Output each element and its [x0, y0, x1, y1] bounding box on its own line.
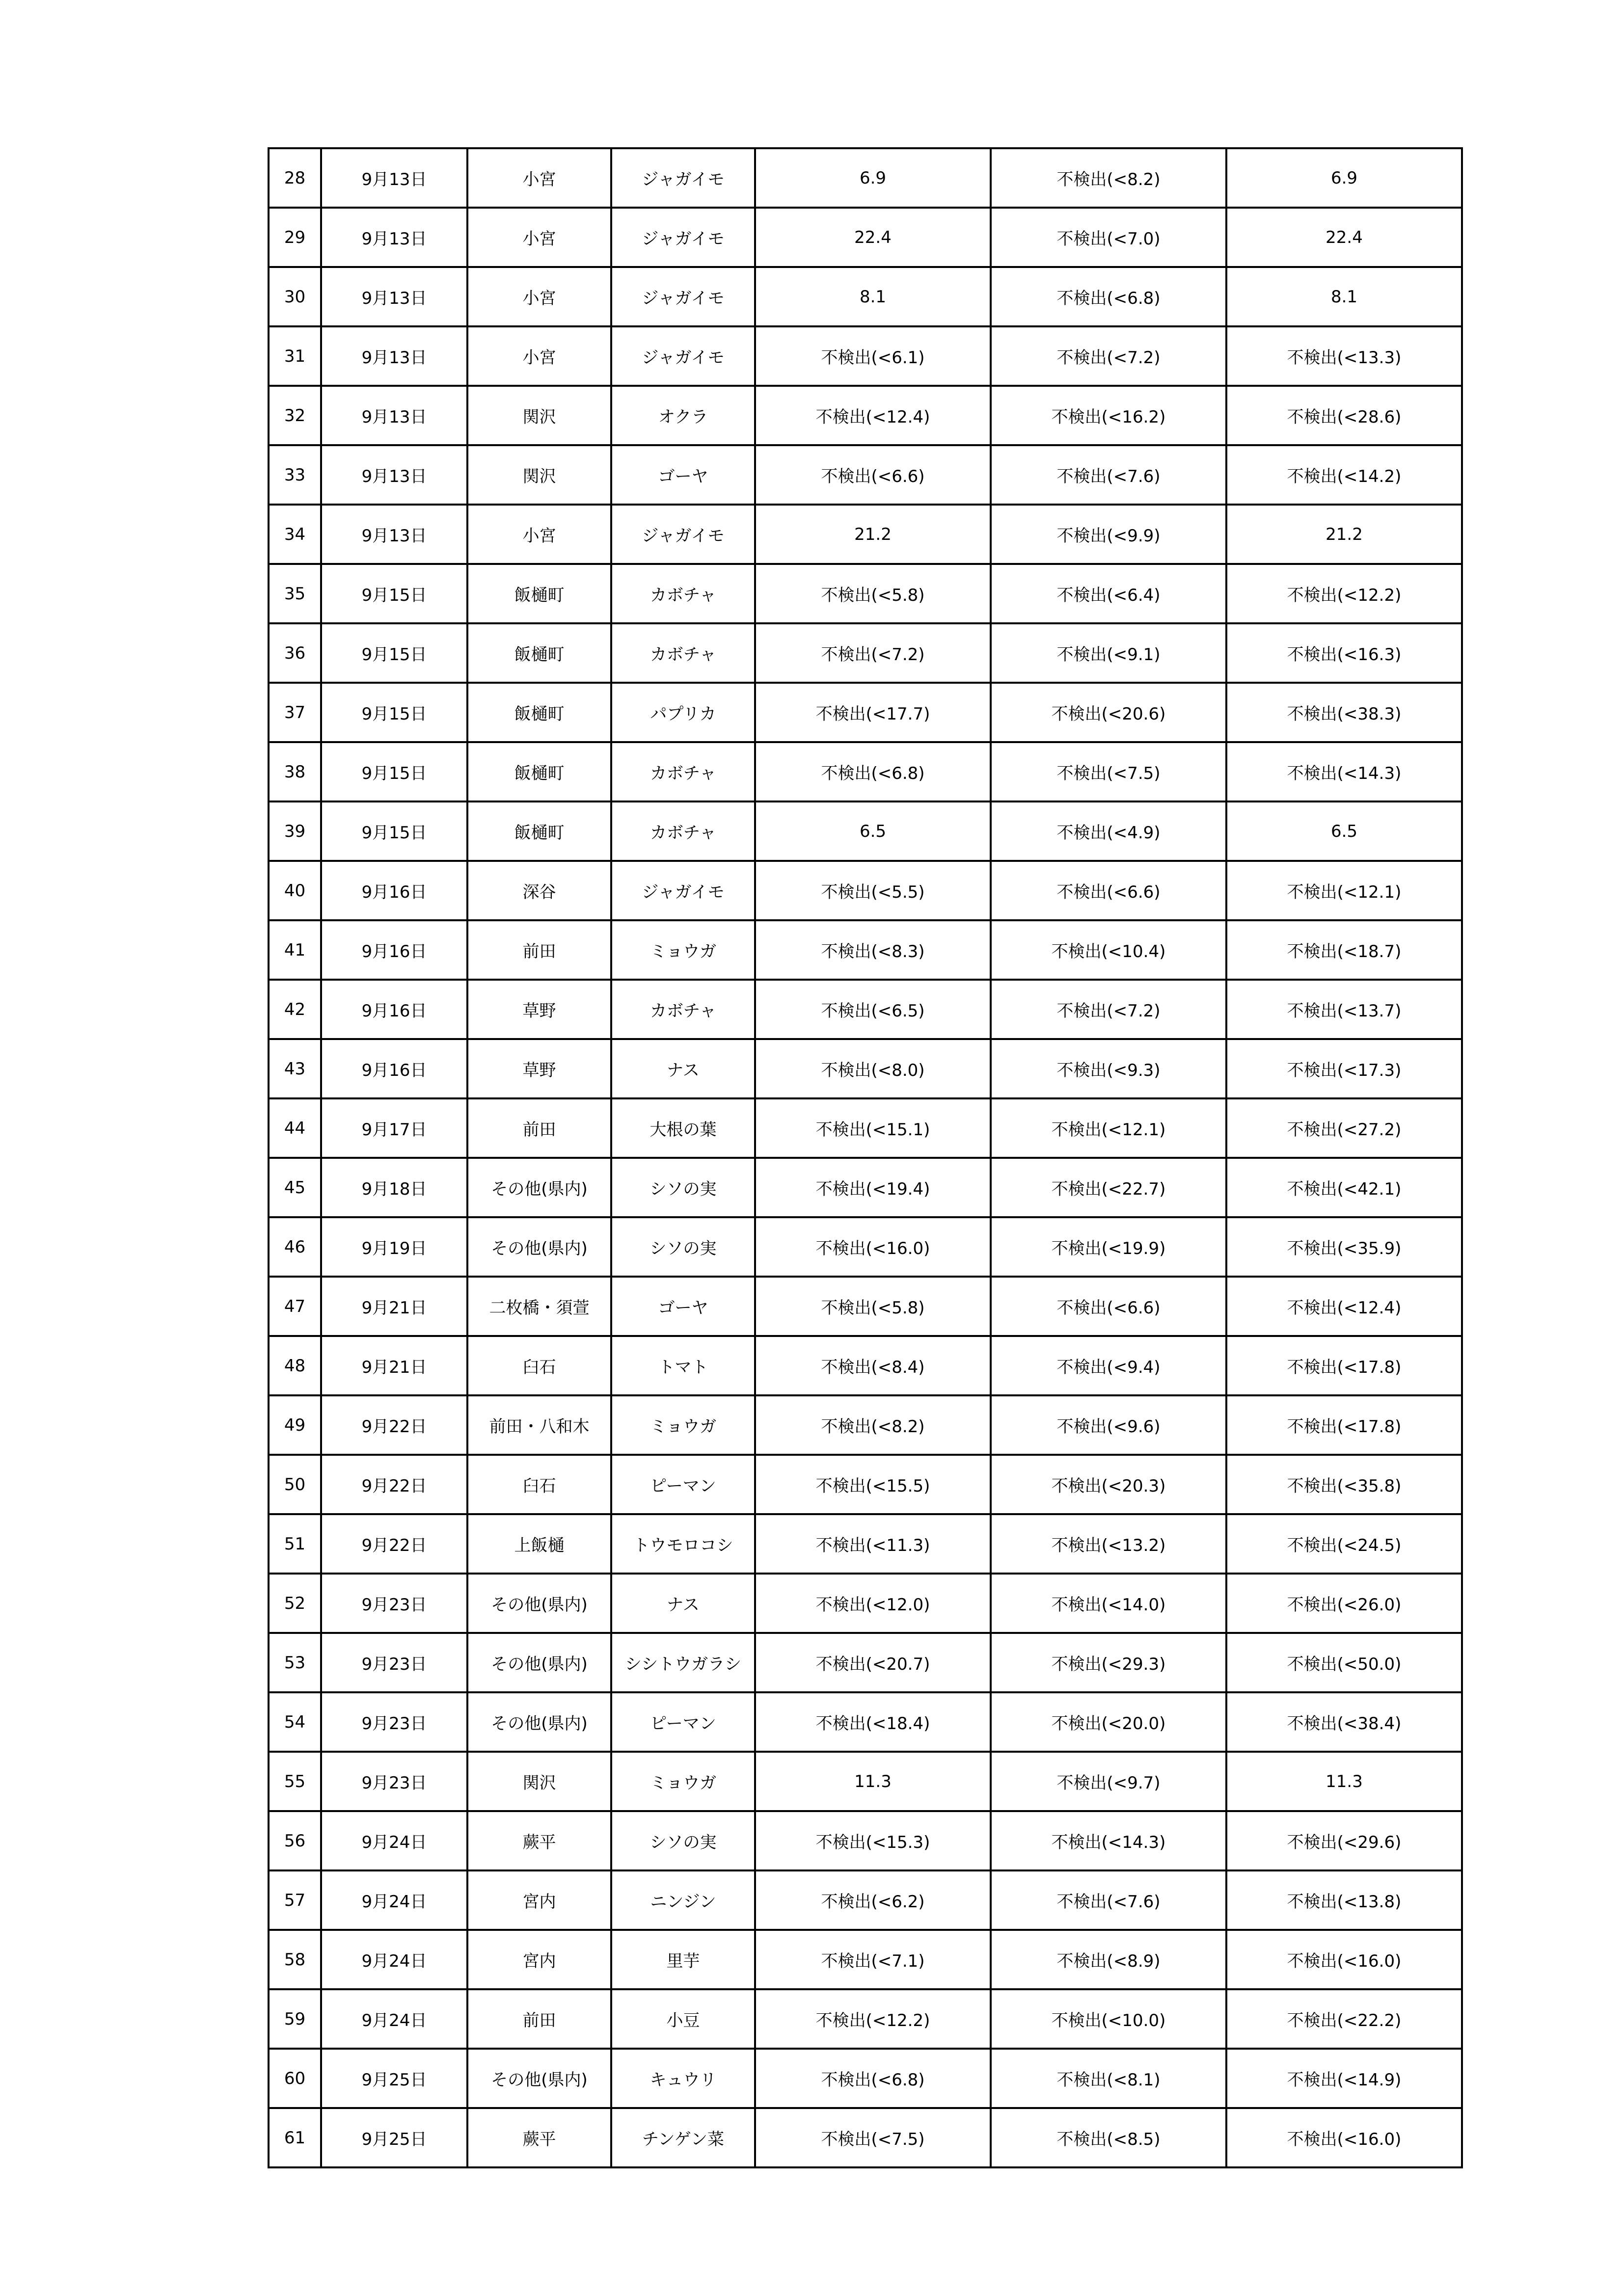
value-2-cell: 不検出(<29.3) [991, 1633, 1226, 1692]
value-1-cell: 不検出(<6.5) [755, 980, 991, 1039]
area-cell: 前田 [467, 1989, 611, 2049]
item-cell: キュウリ [611, 2049, 755, 2108]
sample-number-cell: 40 [269, 861, 321, 920]
value-1-cell: 不検出(<16.0) [755, 1217, 991, 1277]
value-1-cell: 8.1 [755, 267, 991, 326]
value-1-cell: 不検出(<11.3) [755, 1514, 991, 1574]
value-3-cell: 不検出(<35.9) [1226, 1217, 1462, 1277]
value-3-cell: 不検出(<22.2) [1226, 1989, 1462, 2049]
value-1-cell: 不検出(<15.1) [755, 1098, 991, 1158]
value-3-cell: 不検出(<18.7) [1226, 920, 1462, 980]
sample-number-cell: 50 [269, 1455, 321, 1514]
value-2-cell: 不検出(<6.4) [991, 564, 1226, 623]
table-row [269, 1870, 1462, 1930]
table-row [269, 1692, 1462, 1752]
value-2-cell: 不検出(<13.2) [991, 1514, 1226, 1574]
sample-number-cell: 58 [269, 1930, 321, 1989]
date-cell: 9月23日 [321, 1633, 467, 1692]
date-cell: 9月25日 [321, 2049, 467, 2108]
date-cell: 9月17日 [321, 1098, 467, 1158]
value-2-cell: 不検出(<7.0) [991, 208, 1226, 267]
item-cell: ナス [611, 1039, 755, 1098]
value-2-cell: 不検出(<6.6) [991, 1277, 1226, 1336]
value-1-cell: 不検出(<19.4) [755, 1158, 991, 1217]
value-3-cell: 不検出(<42.1) [1226, 1158, 1462, 1217]
value-3-cell: 不検出(<38.3) [1226, 683, 1462, 742]
value-3-cell: 不検出(<29.6) [1226, 1811, 1462, 1870]
value-2-cell: 不検出(<8.1) [991, 2049, 1226, 2108]
sample-number-cell: 38 [269, 742, 321, 801]
value-2-cell: 不検出(<9.7) [991, 1752, 1226, 1811]
sample-number-cell: 39 [269, 801, 321, 861]
date-cell: 9月13日 [321, 208, 467, 267]
table-row [269, 505, 1462, 564]
value-1-cell: 不検出(<15.5) [755, 1455, 991, 1514]
date-cell: 9月21日 [321, 1277, 467, 1336]
table-row [269, 1158, 1462, 1217]
sample-number-cell: 32 [269, 386, 321, 445]
area-cell: 飯樋町 [467, 564, 611, 623]
value-1-cell: 11.3 [755, 1752, 991, 1811]
value-3-cell: 不検出(<14.3) [1226, 742, 1462, 801]
table-row [269, 208, 1462, 267]
area-cell: 宮内 [467, 1930, 611, 1989]
area-cell: その他(県内) [467, 1633, 611, 1692]
sample-number-cell: 29 [269, 208, 321, 267]
value-3-cell: 不検出(<12.1) [1226, 861, 1462, 920]
value-1-cell: 不検出(<8.4) [755, 1336, 991, 1395]
item-cell: ミョウガ [611, 920, 755, 980]
value-3-cell: 不検出(<17.8) [1226, 1336, 1462, 1395]
item-cell: ゴーヤ [611, 1277, 755, 1336]
area-cell: その他(県内) [467, 1217, 611, 1277]
area-cell: 小宮 [467, 148, 611, 208]
value-2-cell: 不検出(<9.9) [991, 505, 1226, 564]
item-cell: カボチャ [611, 801, 755, 861]
table-row [269, 1395, 1462, 1455]
date-cell: 9月13日 [321, 445, 467, 505]
sample-number-cell: 57 [269, 1870, 321, 1930]
table-row [269, 1811, 1462, 1870]
sample-number-cell: 31 [269, 326, 321, 386]
value-1-cell: 不検出(<7.1) [755, 1930, 991, 1989]
area-cell: 臼石 [467, 1455, 611, 1514]
value-1-cell: 不検出(<6.8) [755, 742, 991, 801]
value-3-cell: 不検出(<35.8) [1226, 1455, 1462, 1514]
value-1-cell: 6.5 [755, 801, 991, 861]
area-cell: 前田 [467, 1098, 611, 1158]
item-cell: シソの実 [611, 1217, 755, 1277]
area-cell: 草野 [467, 980, 611, 1039]
date-cell: 9月13日 [321, 505, 467, 564]
item-cell: ピーマン [611, 1455, 755, 1514]
value-1-cell: 不検出(<6.8) [755, 2049, 991, 2108]
table-row [269, 445, 1462, 505]
value-1-cell: 不検出(<6.1) [755, 326, 991, 386]
value-3-cell: 11.3 [1226, 1752, 1462, 1811]
sample-number-cell: 45 [269, 1158, 321, 1217]
value-2-cell: 不検出(<14.3) [991, 1811, 1226, 1870]
value-1-cell: 不検出(<6.2) [755, 1870, 991, 1930]
sample-number-cell: 42 [269, 980, 321, 1039]
item-cell: シシトウガラシ [611, 1633, 755, 1692]
table-row [269, 267, 1462, 326]
sample-number-cell: 33 [269, 445, 321, 505]
area-cell: 草野 [467, 1039, 611, 1098]
area-cell: 小宮 [467, 326, 611, 386]
item-cell: ジャガイモ [611, 505, 755, 564]
date-cell: 9月13日 [321, 148, 467, 208]
value-3-cell: 不検出(<14.9) [1226, 2049, 1462, 2108]
table-row [269, 326, 1462, 386]
area-cell: 関沢 [467, 445, 611, 505]
value-3-cell: 不検出(<16.3) [1226, 623, 1462, 683]
table-row [269, 1217, 1462, 1277]
area-cell: 蕨平 [467, 1811, 611, 1870]
value-2-cell: 不検出(<8.5) [991, 2108, 1226, 2167]
value-3-cell: 6.5 [1226, 801, 1462, 861]
value-3-cell: 不検出(<12.4) [1226, 1277, 1462, 1336]
item-cell: ジャガイモ [611, 326, 755, 386]
value-1-cell: 21.2 [755, 505, 991, 564]
sample-number-cell: 56 [269, 1811, 321, 1870]
value-2-cell: 不検出(<8.2) [991, 148, 1226, 208]
sample-number-cell: 51 [269, 1514, 321, 1574]
date-cell: 9月23日 [321, 1692, 467, 1752]
date-cell: 9月19日 [321, 1217, 467, 1277]
table-row [269, 386, 1462, 445]
sample-number-cell: 61 [269, 2108, 321, 2167]
table-row [269, 861, 1462, 920]
area-cell: 飯樋町 [467, 801, 611, 861]
sample-number-cell: 46 [269, 1217, 321, 1277]
area-cell: 小宮 [467, 267, 611, 326]
area-cell: 飯樋町 [467, 742, 611, 801]
area-cell: その他(県内) [467, 2049, 611, 2108]
table-row [269, 1633, 1462, 1692]
value-2-cell: 不検出(<8.9) [991, 1930, 1226, 1989]
value-3-cell: 不検出(<38.4) [1226, 1692, 1462, 1752]
value-3-cell: 不検出(<27.2) [1226, 1098, 1462, 1158]
value-1-cell: 不検出(<8.2) [755, 1395, 991, 1455]
item-cell: ナス [611, 1574, 755, 1633]
sample-number-cell: 28 [269, 148, 321, 208]
sample-number-cell: 52 [269, 1574, 321, 1633]
value-2-cell: 不検出(<19.9) [991, 1217, 1226, 1277]
item-cell: ジャガイモ [611, 148, 755, 208]
item-cell: ゴーヤ [611, 445, 755, 505]
value-2-cell: 不検出(<22.7) [991, 1158, 1226, 1217]
value-2-cell: 不検出(<20.6) [991, 683, 1226, 742]
sample-number-cell: 49 [269, 1395, 321, 1455]
table-row [269, 1098, 1462, 1158]
item-cell: カボチャ [611, 564, 755, 623]
item-cell: カボチャ [611, 742, 755, 801]
area-cell: 臼石 [467, 1336, 611, 1395]
date-cell: 9月23日 [321, 1574, 467, 1633]
value-1-cell: 不検出(<5.8) [755, 564, 991, 623]
table-row [269, 742, 1462, 801]
sample-number-cell: 35 [269, 564, 321, 623]
date-cell: 9月16日 [321, 920, 467, 980]
sample-number-cell: 48 [269, 1336, 321, 1395]
value-2-cell: 不検出(<4.9) [991, 801, 1226, 861]
value-3-cell: 不検出(<13.7) [1226, 980, 1462, 1039]
value-2-cell: 不検出(<9.6) [991, 1395, 1226, 1455]
value-3-cell: 不検出(<17.8) [1226, 1395, 1462, 1455]
date-cell: 9月15日 [321, 623, 467, 683]
area-cell: 飯樋町 [467, 683, 611, 742]
item-cell: ジャガイモ [611, 267, 755, 326]
value-2-cell: 不検出(<6.6) [991, 861, 1226, 920]
value-1-cell: 不検出(<12.0) [755, 1574, 991, 1633]
value-1-cell: 不検出(<8.0) [755, 1039, 991, 1098]
sample-number-cell: 41 [269, 920, 321, 980]
value-2-cell: 不検出(<6.8) [991, 267, 1226, 326]
value-3-cell: 不検出(<13.3) [1226, 326, 1462, 386]
value-2-cell: 不検出(<9.1) [991, 623, 1226, 683]
table-row [269, 564, 1462, 623]
value-2-cell: 不検出(<7.2) [991, 980, 1226, 1039]
date-cell: 9月15日 [321, 801, 467, 861]
value-3-cell: 不検出(<14.2) [1226, 445, 1462, 505]
sample-number-cell: 43 [269, 1039, 321, 1098]
sample-number-cell: 30 [269, 267, 321, 326]
value-2-cell: 不検出(<10.4) [991, 920, 1226, 980]
date-cell: 9月13日 [321, 386, 467, 445]
sample-number-cell: 55 [269, 1752, 321, 1811]
value-3-cell: 22.4 [1226, 208, 1462, 267]
value-2-cell: 不検出(<20.3) [991, 1455, 1226, 1514]
value-1-cell: 不検出(<8.3) [755, 920, 991, 980]
sample-number-cell: 47 [269, 1277, 321, 1336]
item-cell: パプリカ [611, 683, 755, 742]
date-cell: 9月24日 [321, 1930, 467, 1989]
sample-number-cell: 36 [269, 623, 321, 683]
item-cell: ジャガイモ [611, 861, 755, 920]
date-cell: 9月22日 [321, 1395, 467, 1455]
value-1-cell: 不検出(<7.2) [755, 623, 991, 683]
date-cell: 9月15日 [321, 564, 467, 623]
sample-number-cell: 34 [269, 505, 321, 564]
value-2-cell: 不検出(<14.0) [991, 1574, 1226, 1633]
value-2-cell: 不検出(<12.1) [991, 1098, 1226, 1158]
table-row [269, 148, 1462, 208]
value-3-cell: 21.2 [1226, 505, 1462, 564]
item-cell: ミョウガ [611, 1395, 755, 1455]
item-cell: シソの実 [611, 1811, 755, 1870]
results-table-body [269, 148, 1462, 2167]
value-1-cell: 不検出(<12.4) [755, 386, 991, 445]
table-row [269, 2108, 1462, 2167]
date-cell: 9月16日 [321, 861, 467, 920]
value-1-cell: 不検出(<12.2) [755, 1989, 991, 2049]
item-cell: 里芋 [611, 1930, 755, 1989]
area-cell: 二枚橋・須萱 [467, 1277, 611, 1336]
table-row [269, 1930, 1462, 1989]
value-3-cell: 不検出(<50.0) [1226, 1633, 1462, 1692]
value-3-cell: 不検出(<28.6) [1226, 386, 1462, 445]
date-cell: 9月22日 [321, 1514, 467, 1574]
sample-number-cell: 54 [269, 1692, 321, 1752]
value-2-cell: 不検出(<10.0) [991, 1989, 1226, 2049]
area-cell: 飯樋町 [467, 623, 611, 683]
area-cell: 前田・八和木 [467, 1395, 611, 1455]
area-cell: 宮内 [467, 1870, 611, 1930]
date-cell: 9月22日 [321, 1455, 467, 1514]
item-cell: ジャガイモ [611, 208, 755, 267]
date-cell: 9月18日 [321, 1158, 467, 1217]
date-cell: 9月24日 [321, 1989, 467, 2049]
area-cell: 関沢 [467, 1752, 611, 1811]
value-2-cell: 不検出(<7.6) [991, 1870, 1226, 1930]
value-1-cell: 不検出(<15.3) [755, 1811, 991, 1870]
item-cell: シソの実 [611, 1158, 755, 1217]
date-cell: 9月16日 [321, 1039, 467, 1098]
value-1-cell: 6.9 [755, 148, 991, 208]
table-row [269, 801, 1462, 861]
date-cell: 9月24日 [321, 1870, 467, 1930]
item-cell: オクラ [611, 386, 755, 445]
date-cell: 9月13日 [321, 326, 467, 386]
area-cell: その他(県内) [467, 1574, 611, 1633]
area-cell: 深谷 [467, 861, 611, 920]
table-row [269, 1039, 1462, 1098]
value-3-cell: 不検出(<24.5) [1226, 1514, 1462, 1574]
date-cell: 9月16日 [321, 980, 467, 1039]
value-2-cell: 不検出(<16.2) [991, 386, 1226, 445]
value-1-cell: 不検出(<18.4) [755, 1692, 991, 1752]
sample-number-cell: 37 [269, 683, 321, 742]
item-cell: カボチャ [611, 980, 755, 1039]
item-cell: トウモロコシ [611, 1514, 755, 1574]
item-cell: ニンジン [611, 1870, 755, 1930]
value-1-cell: 不検出(<5.5) [755, 861, 991, 920]
date-cell: 9月23日 [321, 1752, 467, 1811]
value-1-cell: 不検出(<20.7) [755, 1633, 991, 1692]
area-cell: その他(県内) [467, 1158, 611, 1217]
date-cell: 9月15日 [321, 742, 467, 801]
item-cell: カボチャ [611, 623, 755, 683]
value-3-cell: 不検出(<17.3) [1226, 1039, 1462, 1098]
area-cell: 小宮 [467, 208, 611, 267]
item-cell: トマト [611, 1336, 755, 1395]
value-2-cell: 不検出(<20.0) [991, 1692, 1226, 1752]
table-row [269, 2049, 1462, 2108]
table-row [269, 1574, 1462, 1633]
item-cell: チンゲン菜 [611, 2108, 755, 2167]
value-2-cell: 不検出(<7.5) [991, 742, 1226, 801]
value-3-cell: 6.9 [1226, 148, 1462, 208]
table-row [269, 980, 1462, 1039]
area-cell: 上飯樋 [467, 1514, 611, 1574]
table-row [269, 920, 1462, 980]
area-cell: 前田 [467, 920, 611, 980]
value-3-cell: 不検出(<13.8) [1226, 1870, 1462, 1930]
item-cell: ピーマン [611, 1692, 755, 1752]
value-2-cell: 不検出(<7.6) [991, 445, 1226, 505]
value-1-cell: 不検出(<5.8) [755, 1277, 991, 1336]
value-2-cell: 不検出(<9.3) [991, 1039, 1226, 1098]
value-2-cell: 不検出(<7.2) [991, 326, 1226, 386]
value-1-cell: 不検出(<7.5) [755, 2108, 991, 2167]
sample-number-cell: 60 [269, 2049, 321, 2108]
results-table [268, 147, 1463, 2168]
date-cell: 9月13日 [321, 267, 467, 326]
table-row [269, 1752, 1462, 1811]
table-row [269, 1336, 1462, 1395]
value-3-cell: 不検出(<16.0) [1226, 2108, 1462, 2167]
sample-number-cell: 53 [269, 1633, 321, 1692]
table-row [269, 623, 1462, 683]
value-1-cell: 22.4 [755, 208, 991, 267]
sample-number-cell: 44 [269, 1098, 321, 1158]
area-cell: その他(県内) [467, 1692, 611, 1752]
date-cell: 9月21日 [321, 1336, 467, 1395]
value-3-cell: 8.1 [1226, 267, 1462, 326]
value-2-cell: 不検出(<9.4) [991, 1336, 1226, 1395]
date-cell: 9月15日 [321, 683, 467, 742]
value-1-cell: 不検出(<6.6) [755, 445, 991, 505]
item-cell: 大根の葉 [611, 1098, 755, 1158]
sample-number-cell: 59 [269, 1989, 321, 2049]
item-cell: ミョウガ [611, 1752, 755, 1811]
value-3-cell: 不検出(<26.0) [1226, 1574, 1462, 1633]
table-row [269, 683, 1462, 742]
area-cell: 小宮 [467, 505, 611, 564]
value-3-cell: 不検出(<12.2) [1226, 564, 1462, 623]
date-cell: 9月24日 [321, 1811, 467, 1870]
table-row [269, 1514, 1462, 1574]
table-row [269, 1455, 1462, 1514]
table-row [269, 1277, 1462, 1336]
table-row [269, 1989, 1462, 2049]
area-cell: 蕨平 [467, 2108, 611, 2167]
value-1-cell: 不検出(<17.7) [755, 683, 991, 742]
area-cell: 関沢 [467, 386, 611, 445]
item-cell: 小豆 [611, 1989, 755, 2049]
value-3-cell: 不検出(<16.0) [1226, 1930, 1462, 1989]
date-cell: 9月25日 [321, 2108, 467, 2167]
